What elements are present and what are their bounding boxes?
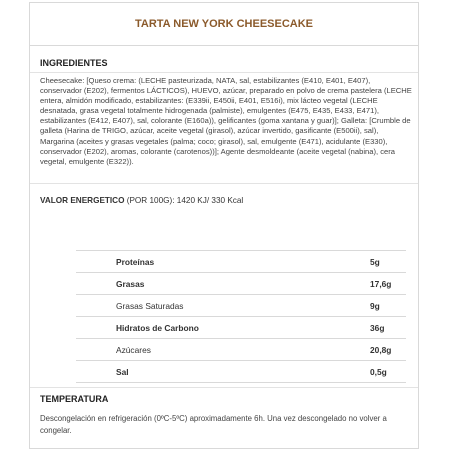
product-info-card: [29, 2, 419, 449]
nutrition-row: [76, 339, 406, 361]
nutrition-table: [76, 250, 406, 383]
temperature-heading: TEMPERATURA: [40, 394, 109, 404]
nutrition-row: [76, 273, 406, 295]
nutrient-name: Sal: [76, 361, 370, 383]
product-title: TARTA NEW YORK CHEESECAKE: [30, 3, 418, 46]
nutrient-value: 20,8g: [370, 339, 406, 361]
energy-label: VALOR ENERGETICO: [40, 196, 125, 205]
nutrient-value: 5g: [370, 251, 406, 273]
nutrient-value: 36g: [370, 317, 406, 339]
nutrient-value: 0,5g: [370, 361, 406, 383]
nutrient-name: Grasas: [76, 273, 370, 295]
nutrition-row: [76, 361, 406, 383]
nutrient-value: 17,6g: [370, 273, 406, 295]
ingredients-heading: INGREDIENTES: [40, 58, 108, 68]
nutrient-name: Grasas Saturadas: [76, 295, 370, 317]
energy-divider: [30, 183, 418, 184]
energy-basis: (POR 100G): 1420 KJ/ 330 Kcal: [124, 196, 244, 205]
ingredients-text: Cheesecake: [Queso crema: (LECHE pasteurizada, NATA, sal, estabilizantes (E410, E401, E407), conservador (E202), fermentos LÁCTICOS), HUEVO, azúcar, preparado en polvo de crema pastelera (LECHE entera, almidón modificado, estabilizantes: (E339ii, E450ii, E401, E516i), mix lácteo vegetal (LECHE desnatada, grasa vegetal totalmente hidrogenada (palmiste), emulgentes (E475, E435, E433, E471), estabilizantes (E412, E407), sal, colorante (E160a)), gelificantes (goma xantana y guar)]; Galleta: [Crumble de galleta (Harina de TRIGO, azúcar, aceite vegetal (girasol), azúcar invertido, gasificante (E500ii), sal), Margarina (aceites y grasas vegetales (palma; coco; girasol), sal, emulgente (E471), acidulante (E330), conservador (E202), aromas, colorante (carotenos))]; Agente desmoldeante (aceite vegetal (nabina), cera vegetal, emulgente (E322)).: [40, 76, 412, 166]
ingredients-divider: [30, 72, 418, 73]
nutrient-name: Proteínas: [76, 251, 370, 273]
nutrition-row: [76, 251, 406, 273]
nutrient-value: 9g: [370, 295, 406, 317]
temperature-text: Descongelación en refrigeración (0ºC-5ºC) aproximadamente 6h. Una vez descongelado no volver a congelar.: [40, 414, 387, 435]
nutrient-name: Azúcares: [76, 339, 370, 361]
energy-value: [40, 196, 243, 205]
nutrient-name: Hidratos de Carbono: [76, 317, 370, 339]
temperature-divider: [30, 387, 418, 388]
nutrition-row: [76, 317, 406, 339]
nutrition-row: [76, 295, 406, 317]
